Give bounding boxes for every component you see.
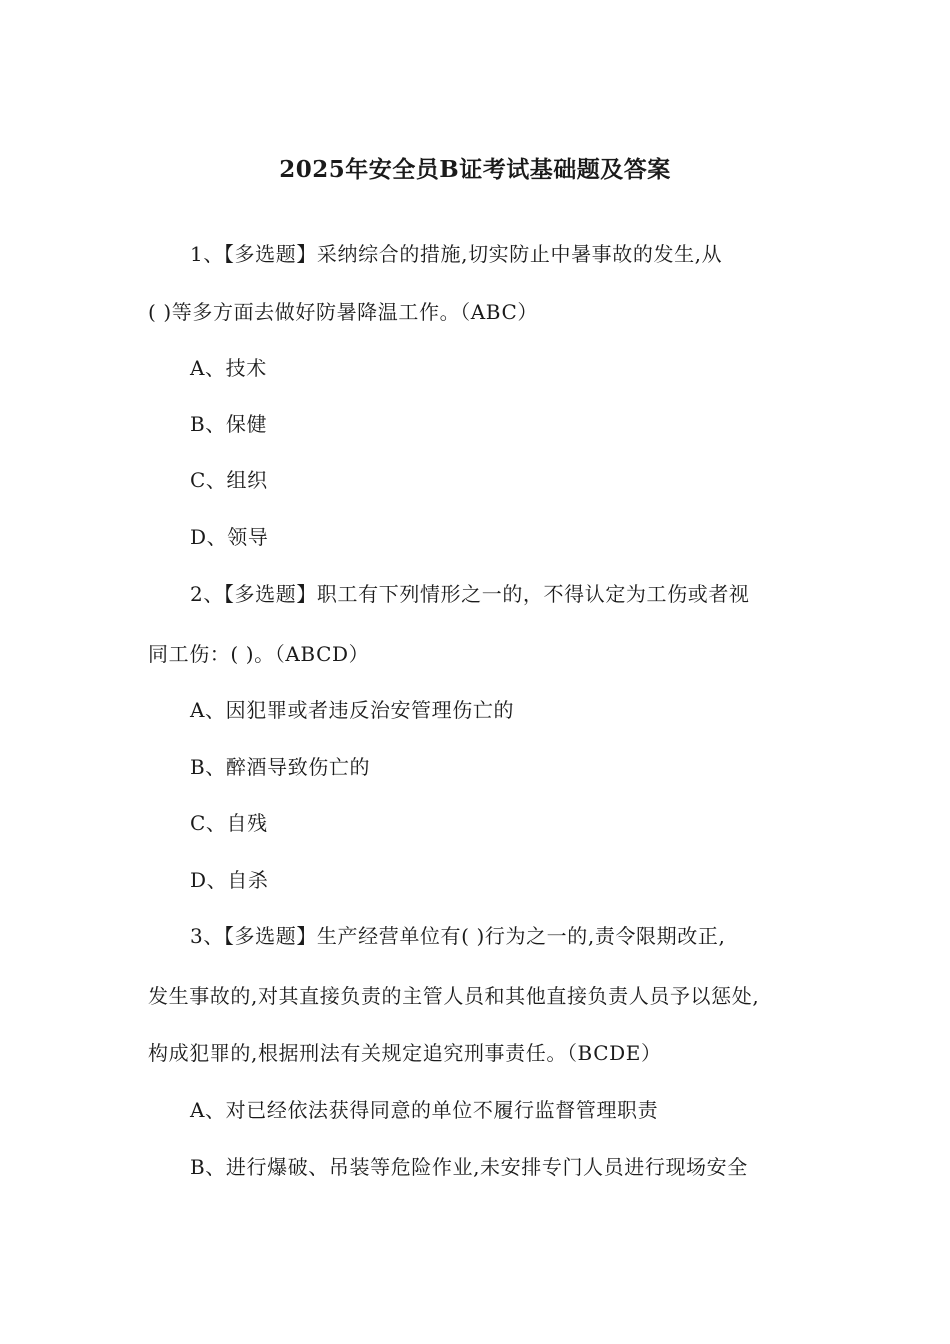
question-3-stem-line-1: 3、【多选题】生产经营单位有( )行为之一的,责令限期改正, (190, 924, 726, 948)
question-2-option-d: D、自杀 (190, 868, 269, 892)
question-2-option-c: C、自残 (190, 811, 268, 835)
question-3-option-b: B、进行爆破、吊装等危险作业,未安排专门人员进行现场安全 (190, 1155, 748, 1179)
question-1-option-d: D、领导 (190, 525, 269, 549)
question-1-option-c: C、组织 (190, 468, 268, 492)
question-1-option-b: B、保健 (190, 412, 268, 436)
page-title: 2025年安全员B证考试基础题及答案 (279, 156, 671, 183)
question-1-stem-line-1: 1、【多选题】采纳综合的措施,切实防止中暑事故的发生,从 (190, 242, 723, 266)
question-2-stem-line-2: 同工伤：( )。（ABCD） (148, 642, 370, 666)
question-3-stem-line-2: 发生事故的,对其直接负责的主管人员和其他直接负责人员予以惩处, (148, 984, 760, 1008)
question-1-option-a: A、技术 (190, 356, 267, 380)
question-1-stem-line-2: ( )等多方面去做好防暑降温工作。（ABC） (148, 300, 538, 324)
question-3-stem-line-3: 构成犯罪的,根据刑法有关规定追究刑事责任。（BCDE） (148, 1041, 662, 1065)
question-2-option-a: A、因犯罪或者违反治安管理伤亡的 (190, 698, 515, 722)
question-2-option-b: B、醉酒导致伤亡的 (190, 755, 371, 779)
question-2-stem-line-1: 2、【多选题】职工有下列情形之一的，不得认定为工伤或者视 (190, 582, 750, 606)
question-3-option-a: A、对已经依法获得同意的单位不履行监督管理职责 (190, 1098, 659, 1122)
